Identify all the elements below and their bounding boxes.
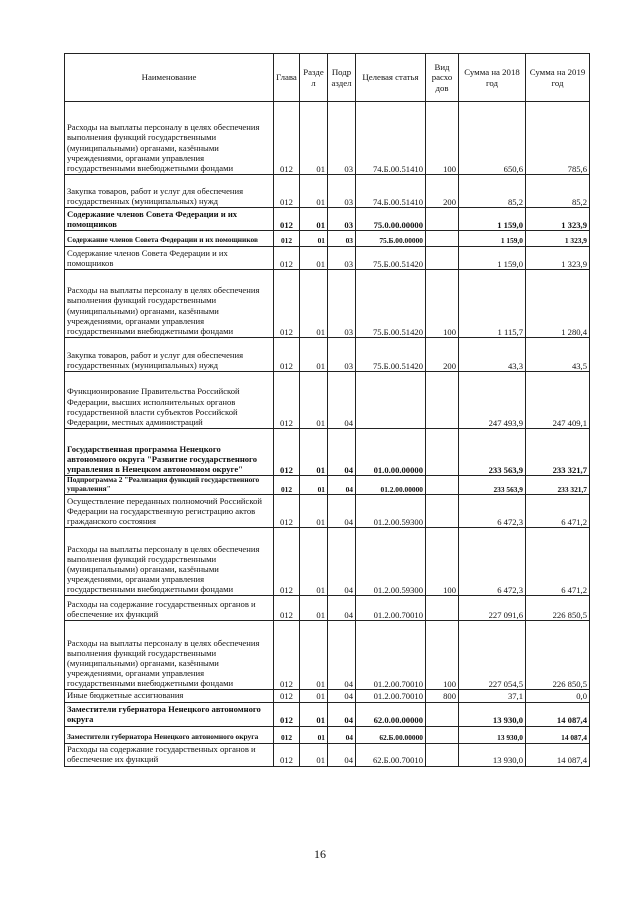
- cell-sum2019: 233 321,7: [526, 429, 590, 476]
- cell-name: Иные бюджетные ассигнования: [65, 690, 274, 702]
- cell-razdel: 01: [300, 690, 328, 702]
- cell-razdel: 01: [300, 270, 328, 338]
- table-row: [65, 596, 590, 621]
- cell-vid: [426, 743, 459, 766]
- cell-name: Содержание членов Совета Федерации и их помощников: [65, 247, 274, 270]
- cell-razdel: 01: [300, 726, 328, 743]
- cell-sum2019: 14 087,4: [526, 702, 590, 726]
- cell-razdel: 01: [300, 596, 328, 621]
- cell-vid: [426, 596, 459, 621]
- cell-podrazdel: 03: [328, 175, 356, 208]
- cell-glava: 012: [274, 175, 300, 208]
- cell-glava: 012: [274, 208, 300, 231]
- cell-razdel: 01: [300, 338, 328, 372]
- table-row: [65, 528, 590, 596]
- table-row: [65, 208, 590, 231]
- cell-name: Осуществление переданных полномочий Российской Федерации на государственную регистрацию актов гражданского состояния: [65, 495, 274, 528]
- cell-vid: [426, 372, 459, 429]
- cell-sum2018: 6 472,3: [459, 495, 526, 528]
- cell-name: Содержание членов Совета Федерации и их помощников: [65, 231, 274, 247]
- cell-sum2018: 1 159,0: [459, 247, 526, 270]
- cell-glava: 012: [274, 690, 300, 702]
- cell-sum2019: 14 087,4: [526, 726, 590, 743]
- cell-podrazdel: 04: [328, 528, 356, 596]
- cell-sum2019: 247 409,1: [526, 372, 590, 429]
- table-row: [65, 726, 590, 743]
- table-row: [65, 476, 590, 495]
- cell-glava: 012: [274, 476, 300, 495]
- cell-glava: 012: [274, 528, 300, 596]
- cell-name: Расходы на выплаты персоналу в целях обеспечения выполнения функций государственными (муниципальными) органами, казёнными учреждениями, органами управления государственными внебюджетными фондами: [65, 270, 274, 338]
- cell-podrazdel: 04: [328, 690, 356, 702]
- table-row: [65, 372, 590, 429]
- cell-podrazdel: 04: [328, 743, 356, 766]
- cell-target: 01.2.00.59300: [356, 495, 426, 528]
- cell-name: Расходы на выплаты персоналу в целях обеспечения выполнения функций государственными (муниципальными) органами, казёнными учреждениями, органами управления государственными внебюджетными фондами: [65, 102, 274, 175]
- cell-name: Закупка товаров, работ и услуг для обеспечения государственных (муниципальных) нужд: [65, 175, 274, 208]
- table-row: [65, 621, 590, 690]
- col-header-glava: Глава: [274, 54, 300, 102]
- cell-podrazdel: 04: [328, 495, 356, 528]
- cell-sum2018: 1 115,7: [459, 270, 526, 338]
- table-row: [65, 690, 590, 702]
- cell-name: Заместители губернатора Ненецкого автономного округа: [65, 726, 274, 743]
- cell-sum2019: 1 280,4: [526, 270, 590, 338]
- cell-name: Государственная программа Ненецкого автономного округа "Развитие государственного управления в Ненецком автономном округе": [65, 429, 274, 476]
- cell-target: 74.Б.00.51410: [356, 102, 426, 175]
- cell-sum2019: 226 850,5: [526, 621, 590, 690]
- cell-name: Подпрограмма 2 "Реализация функций государственного управления": [65, 476, 274, 495]
- cell-vid: [426, 495, 459, 528]
- cell-razdel: 01: [300, 102, 328, 175]
- cell-razdel: 01: [300, 208, 328, 231]
- cell-vid: [426, 429, 459, 476]
- cell-glava: 012: [274, 429, 300, 476]
- cell-glava: 012: [274, 270, 300, 338]
- cell-name: Функционирование Правительства Российской Федерации, высших исполнительных органов государственной власти субъектов Российской Федерации, местных администраций: [65, 372, 274, 429]
- cell-glava: 012: [274, 596, 300, 621]
- table-row: [65, 338, 590, 372]
- cell-razdel: 01: [300, 476, 328, 495]
- cell-target: 75.0.00.00000: [356, 208, 426, 231]
- cell-target: 75.Б.00.51420: [356, 338, 426, 372]
- cell-sum2018: 1 159,0: [459, 231, 526, 247]
- cell-sum2019: 43,5: [526, 338, 590, 372]
- cell-razdel: 01: [300, 247, 328, 270]
- table-row: [65, 175, 590, 208]
- cell-vid: 100: [426, 621, 459, 690]
- col-header-podrazdel: Подр аздел: [328, 54, 356, 102]
- cell-sum2018: 650,6: [459, 102, 526, 175]
- cell-podrazdel: 04: [328, 621, 356, 690]
- cell-target: 75.Б.00.00000: [356, 231, 426, 247]
- cell-vid: 800: [426, 690, 459, 702]
- cell-podrazdel: 04: [328, 476, 356, 495]
- col-header-razdel: Разде л: [300, 54, 328, 102]
- cell-glava: 012: [274, 247, 300, 270]
- cell-podrazdel: 03: [328, 208, 356, 231]
- cell-glava: 012: [274, 231, 300, 247]
- cell-sum2019: 85,2: [526, 175, 590, 208]
- cell-glava: 012: [274, 726, 300, 743]
- cell-name: Расходы на выплаты персоналу в целях обеспечения выполнения функций государственными (муниципальными) органами, казёнными учреждениями, органами управления государственными внебюджетными фондами: [65, 621, 274, 690]
- cell-podrazdel: 03: [328, 270, 356, 338]
- cell-glava: 012: [274, 702, 300, 726]
- page-number: 16: [314, 847, 326, 861]
- cell-podrazdel: 03: [328, 102, 356, 175]
- cell-podrazdel: 03: [328, 338, 356, 372]
- cell-vid: 200: [426, 175, 459, 208]
- cell-glava: 012: [274, 372, 300, 429]
- cell-sum2019: 6 471,2: [526, 528, 590, 596]
- cell-name: Расходы на выплаты персоналу в целях обеспечения выполнения функций государственными (муниципальными) органами, казёнными учреждениями, органами управления государственными внебюджетными фондами: [65, 528, 274, 596]
- cell-sum2018: 227 054,5: [459, 621, 526, 690]
- cell-target: 62.Б.00.00000: [356, 726, 426, 743]
- cell-vid: [426, 476, 459, 495]
- table-row: [65, 231, 590, 247]
- cell-razdel: 01: [300, 528, 328, 596]
- cell-podrazdel: 04: [328, 429, 356, 476]
- cell-podrazdel: 04: [328, 702, 356, 726]
- cell-sum2018: 233 563,9: [459, 429, 526, 476]
- cell-target: 01.2.00.70010: [356, 690, 426, 702]
- cell-sum2018: 43,3: [459, 338, 526, 372]
- col-header-name: Наименование: [65, 54, 274, 102]
- cell-sum2018: 6 472,3: [459, 528, 526, 596]
- cell-sum2019: 6 471,2: [526, 495, 590, 528]
- cell-sum2018: 227 091,6: [459, 596, 526, 621]
- cell-glava: 012: [274, 338, 300, 372]
- cell-name: Расходы на содержание государственных органов и обеспечение их функций: [65, 596, 274, 621]
- cell-glava: 012: [274, 621, 300, 690]
- cell-sum2018: 1 159,0: [459, 208, 526, 231]
- cell-name: Заместители губернатора Ненецкого автономного округа: [65, 702, 274, 726]
- cell-target: [356, 372, 426, 429]
- table-row: [65, 102, 590, 175]
- cell-podrazdel: 04: [328, 596, 356, 621]
- cell-vid: [426, 247, 459, 270]
- cell-sum2018: 85,2: [459, 175, 526, 208]
- cell-target: 01.2.00.70010: [356, 596, 426, 621]
- cell-razdel: 01: [300, 702, 328, 726]
- cell-sum2019: 1 323,9: [526, 208, 590, 231]
- cell-razdel: 01: [300, 621, 328, 690]
- cell-target: 74.Б.00.51410: [356, 175, 426, 208]
- table-row: [65, 743, 590, 766]
- cell-sum2018: 37,1: [459, 690, 526, 702]
- cell-vid: 200: [426, 338, 459, 372]
- cell-sum2019: 0,0: [526, 690, 590, 702]
- cell-sum2018: 13 930,0: [459, 702, 526, 726]
- cell-vid: [426, 231, 459, 247]
- table-row: [65, 429, 590, 476]
- table-row: [65, 247, 590, 270]
- cell-target: 01.2.00.00000: [356, 476, 426, 495]
- cell-target: 75.Б.00.51420: [356, 247, 426, 270]
- cell-podrazdel: 03: [328, 247, 356, 270]
- cell-vid: 100: [426, 270, 459, 338]
- cell-target: 62.0.00.00000: [356, 702, 426, 726]
- cell-name: Расходы на содержание государственных органов и обеспечение их функций: [65, 743, 274, 766]
- budget-table: [64, 53, 590, 767]
- cell-razdel: 01: [300, 231, 328, 247]
- cell-razdel: 01: [300, 175, 328, 208]
- cell-vid: 100: [426, 102, 459, 175]
- cell-target: 75.Б.00.51420: [356, 270, 426, 338]
- cell-target: 01.2.00.70010: [356, 621, 426, 690]
- cell-sum2019: 1 323,9: [526, 247, 590, 270]
- cell-sum2019: 233 321,7: [526, 476, 590, 495]
- cell-target: 62.Б.00.70010: [356, 743, 426, 766]
- col-header-vid: Вид расхо дов: [426, 54, 459, 102]
- cell-podrazdel: 03: [328, 231, 356, 247]
- cell-sum2018: 247 493,9: [459, 372, 526, 429]
- table-row: [65, 270, 590, 338]
- cell-vid: 100: [426, 528, 459, 596]
- cell-glava: 012: [274, 743, 300, 766]
- cell-vid: [426, 726, 459, 743]
- cell-sum2019: 14 087,4: [526, 743, 590, 766]
- cell-name: Содержание членов Совета Федерации и их помощников: [65, 208, 274, 231]
- cell-sum2019: 785,6: [526, 102, 590, 175]
- cell-sum2018: 13 930,0: [459, 726, 526, 743]
- cell-vid: [426, 208, 459, 231]
- cell-name: Закупка товаров, работ и услуг для обеспечения государственных (муниципальных) нужд: [65, 338, 274, 372]
- cell-razdel: 01: [300, 372, 328, 429]
- cell-podrazdel: 04: [328, 372, 356, 429]
- cell-sum2019: 1 323,9: [526, 231, 590, 247]
- col-header-sum2019: Сумма на 2019 год: [526, 54, 590, 102]
- cell-sum2018: 233 563,9: [459, 476, 526, 495]
- table-header-row: [65, 54, 590, 102]
- cell-target: 01.0.00.00000: [356, 429, 426, 476]
- cell-razdel: 01: [300, 743, 328, 766]
- cell-razdel: 01: [300, 495, 328, 528]
- cell-razdel: 01: [300, 429, 328, 476]
- cell-glava: 012: [274, 495, 300, 528]
- cell-vid: [426, 702, 459, 726]
- cell-glava: 012: [274, 102, 300, 175]
- cell-sum2019: 226 850,5: [526, 596, 590, 621]
- cell-sum2018: 13 930,0: [459, 743, 526, 766]
- table-row: [65, 495, 590, 528]
- cell-target: 01.2.00.59300: [356, 528, 426, 596]
- col-header-target: Целевая статья: [356, 54, 426, 102]
- table-row: [65, 702, 590, 726]
- cell-podrazdel: 04: [328, 726, 356, 743]
- col-header-sum2018: Сумма на 2018 год: [459, 54, 526, 102]
